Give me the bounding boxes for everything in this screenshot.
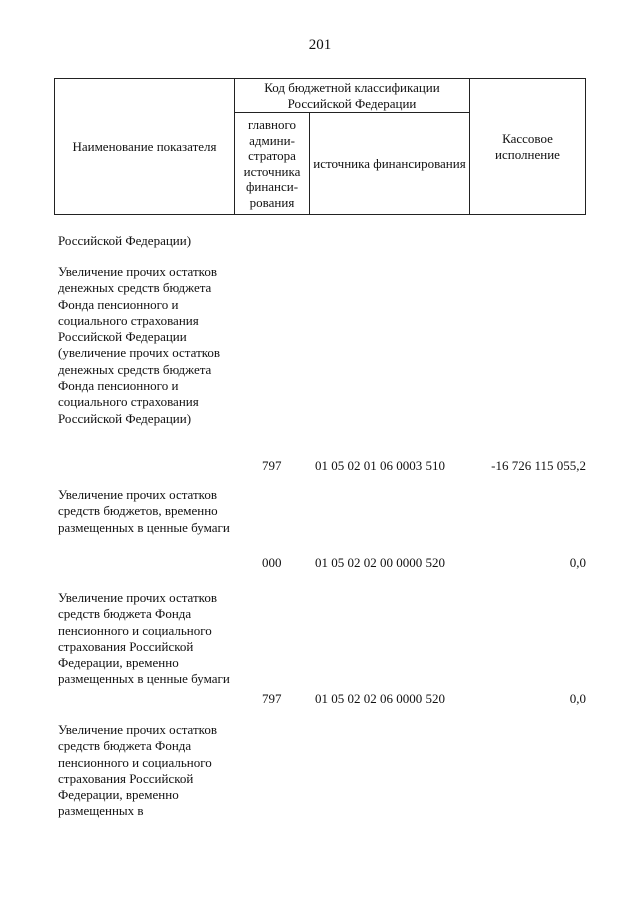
row-name: Увеличение прочих остатков средств бюджета Фонда пенсионного и социального страхования Российской Федерации, временно размещенных в [58,722,217,819]
row-amount: 0,0 [569,554,586,570]
header-code-group: Код бюджетной классификации Российской Федерации [235,79,470,113]
row-name: Увеличение прочих остатков средств бюджета Фонда пенсионного и социального страхования Российской Федерации, временно размещенных в ценные бумаги [58,590,230,687]
row-name: Российской Федерации) [58,233,192,248]
table-row [58,722,586,824]
row-source-code: 01 05 02 01 06 0003 510 [315,457,445,473]
row-admin-code: 797 [262,690,282,706]
row-amount: -16 726 115 055,2 [491,457,586,473]
row-name: Увеличение прочих остатков денежных средств бюджета Фонда пенсионного и социального страхования Российской Федерации (увеличение прочих остатков денежных средств бюджета Фонда пенсионного и социального страхования Российской Федерации) [58,264,221,426]
header-name-column: Наименование показателя [55,79,235,215]
header-amount-column: Кассовое исполнение [470,79,586,215]
row-admin-code: 797 [262,457,282,473]
page-number: 201 [308,37,332,53]
table-row [58,233,586,250]
header-admin-column: главного админи-стратора источника финанси-рования [235,113,310,215]
header-source-column: источника финансирования [310,113,470,215]
row-name: Увеличение прочих остатков средств бюджетов, временно размещенных в ценные бумаги [58,487,230,535]
table-row [58,264,586,474]
row-source-code: 01 05 02 02 06 0000 520 [315,690,445,706]
row-source-code: 01 05 02 02 00 0000 520 [315,554,445,570]
row-admin-code: 000 [262,554,282,570]
table-header [54,78,586,215]
table-row [58,487,586,571]
row-amount: 0,0 [569,690,586,706]
table-row [58,590,586,707]
